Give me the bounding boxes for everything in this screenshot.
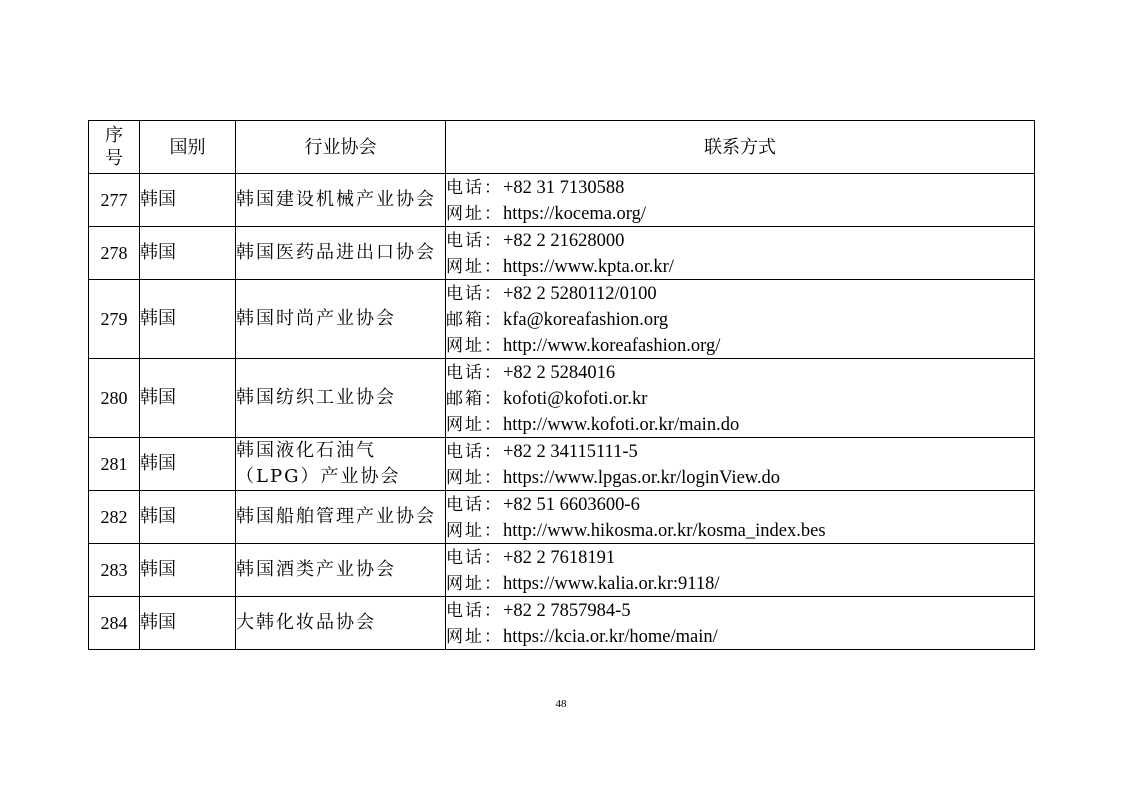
- contact-label: 网址：: [446, 415, 503, 435]
- contact-website: [446, 332, 1034, 358]
- row-contact-details: [446, 597, 1035, 650]
- row-country: 韩国: [140, 359, 236, 438]
- contact-value: http://www.koreafashion.org/: [503, 336, 721, 356]
- row-contact-details: [446, 491, 1035, 544]
- contact-website: [446, 253, 1034, 279]
- contact-value: https://www.lpgas.or.kr/loginView.do: [503, 468, 781, 488]
- contact-website: [446, 517, 1034, 543]
- row-serial-number: 280: [89, 359, 140, 438]
- contact-value: https://kcia.or.kr/home/main/: [503, 627, 718, 647]
- contact-website: [446, 623, 1034, 649]
- table-row: [89, 438, 1035, 491]
- row-contact-details: [446, 359, 1035, 438]
- row-country: 韩国: [140, 491, 236, 544]
- contact-label: 电话：: [446, 601, 503, 621]
- contact-website: [446, 570, 1034, 596]
- contact-value: https://www.kpta.or.kr/: [503, 257, 674, 277]
- row-serial-number: 281: [89, 438, 140, 491]
- contact-phone: [446, 597, 1034, 623]
- table-row: [89, 359, 1035, 438]
- row-country: 韩国: [140, 438, 236, 491]
- contact-value: https://kocema.org/: [503, 204, 647, 224]
- table-row: [89, 227, 1035, 280]
- contact-label: 网址：: [446, 257, 503, 277]
- contact-value: kfa@koreafashion.org: [503, 310, 669, 330]
- row-association-name: 韩国液化石油气（LPG）产业协会: [236, 438, 446, 491]
- contact-label: 电话：: [446, 178, 503, 198]
- contact-value: http://www.kofoti.or.kr/main.do: [503, 415, 740, 435]
- row-association-name: 大韩化妆品协会: [236, 597, 446, 650]
- contact-value: kofoti@kofoti.or.kr: [503, 389, 648, 409]
- table-body: [89, 174, 1035, 650]
- row-association-name: 韩国建设机械产业协会: [236, 174, 446, 227]
- contact-value: http://www.hikosma.or.kr/kosma_index.bes: [503, 521, 826, 541]
- contact-label: 网址：: [446, 627, 503, 647]
- contact-value: +82 2 5284016: [503, 363, 616, 383]
- contact-website: [446, 200, 1034, 226]
- row-association-name: 韩国船舶管理产业协会: [236, 491, 446, 544]
- row-contact-details: [446, 438, 1035, 491]
- header-association: 行业协会: [236, 121, 446, 174]
- row-serial-number: 278: [89, 227, 140, 280]
- row-country: 韩国: [140, 280, 236, 359]
- contact-phone: [446, 174, 1034, 200]
- contact-value: https://www.kalia.or.kr:9118/: [503, 574, 720, 594]
- row-association-name: 韩国纺织工业协会: [236, 359, 446, 438]
- row-serial-number: 284: [89, 597, 140, 650]
- contact-label: 网址：: [446, 336, 503, 356]
- contact-label: 电话：: [446, 495, 503, 515]
- table-row: [89, 174, 1035, 227]
- row-association-name: 韩国时尚产业协会: [236, 280, 446, 359]
- row-contact-details: [446, 280, 1035, 359]
- contact-email: [446, 385, 1034, 411]
- contact-phone: [446, 491, 1034, 517]
- contact-label: 电话：: [446, 284, 503, 304]
- table-row: [89, 280, 1035, 359]
- contact-value: +82 2 21628000: [503, 231, 625, 251]
- contact-phone: [446, 544, 1034, 570]
- row-association-name: 韩国医药品进出口协会: [236, 227, 446, 280]
- header-serial-number: 序 号: [89, 121, 140, 174]
- table-row: [89, 597, 1035, 650]
- contact-label: 邮箱：: [446, 389, 503, 409]
- contact-label: 电话：: [446, 548, 503, 568]
- header-contact: 联系方式: [446, 121, 1035, 174]
- header-row: [89, 121, 1035, 174]
- contact-label: 电话：: [446, 231, 503, 251]
- page-number: 48: [555, 698, 567, 710]
- contact-value: +82 2 5280112/0100: [503, 284, 657, 304]
- row-serial-number: 279: [89, 280, 140, 359]
- table-row: [89, 491, 1035, 544]
- row-contact-details: [446, 227, 1035, 280]
- contact-label: 网址：: [446, 468, 503, 488]
- contact-label: 邮箱：: [446, 310, 503, 330]
- contact-email: [446, 306, 1034, 332]
- contact-value: +82 2 7857984-5: [503, 601, 631, 621]
- contact-label: 网址：: [446, 521, 503, 541]
- contact-label: 电话：: [446, 363, 503, 383]
- contact-label: 网址：: [446, 574, 503, 594]
- contact-label: 电话：: [446, 442, 503, 462]
- row-contact-details: [446, 174, 1035, 227]
- row-serial-number: 283: [89, 544, 140, 597]
- row-country: 韩国: [140, 597, 236, 650]
- contact-phone: [446, 227, 1034, 253]
- contact-phone: [446, 438, 1034, 464]
- header-country: 国别: [140, 121, 236, 174]
- contact-website: [446, 464, 1034, 490]
- row-association-name: 韩国酒类产业协会: [236, 544, 446, 597]
- contact-value: +82 2 7618191: [503, 548, 616, 568]
- table-row: [89, 544, 1035, 597]
- row-contact-details: [446, 544, 1035, 597]
- contact-value: +82 51 6603600-6: [503, 495, 640, 515]
- contact-value: +82 31 7130588: [503, 178, 625, 198]
- row-country: 韩国: [140, 544, 236, 597]
- row-country: 韩国: [140, 227, 236, 280]
- row-country: 韩国: [140, 174, 236, 227]
- contact-phone: [446, 359, 1034, 385]
- contact-label: 网址：: [446, 204, 503, 224]
- contact-phone: [446, 280, 1034, 306]
- row-serial-number: 282: [89, 491, 140, 544]
- contact-website: [446, 411, 1034, 437]
- table-header: [89, 121, 1035, 174]
- contact-value: +82 2 34115111-5: [503, 442, 638, 462]
- association-table: [88, 120, 1035, 650]
- row-serial-number: 277: [89, 174, 140, 227]
